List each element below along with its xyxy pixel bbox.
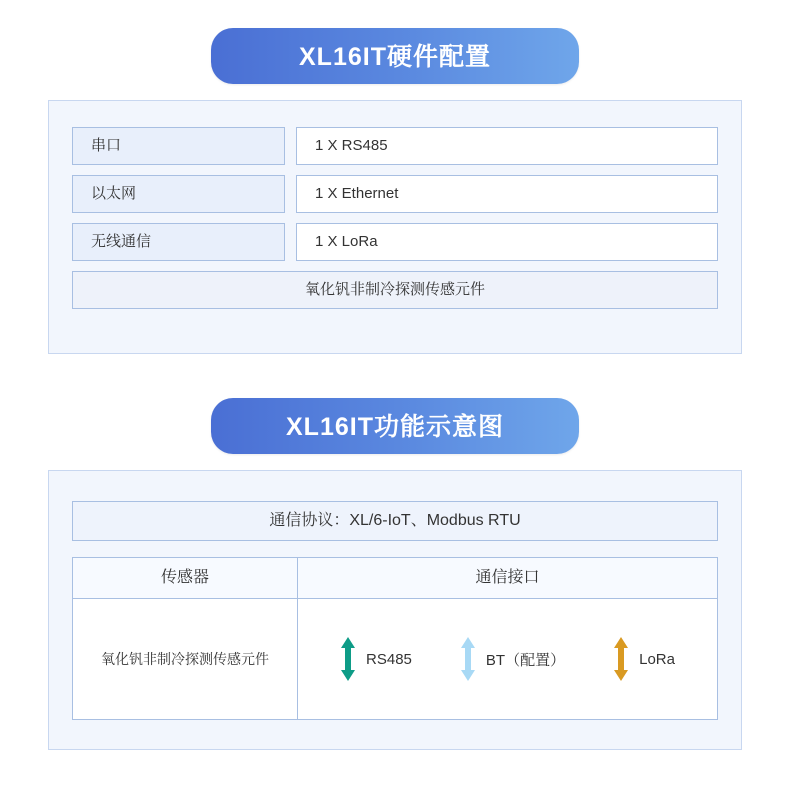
section-2-title: XL16IT功能示意图 bbox=[211, 398, 579, 454]
section-2-title-banner bbox=[0, 398, 790, 454]
interface-diagram-table bbox=[72, 557, 718, 720]
spec-row-sensor-element: 氧化钒非制冷探测传感元件 bbox=[72, 271, 718, 309]
header-sensor: 传感器 bbox=[73, 558, 298, 598]
protocol-bar: 通信协议：XL/6-IoT、Modbus RTU bbox=[72, 501, 718, 541]
spec-label-wireless: 无线通信 bbox=[72, 223, 285, 261]
sensor-cell: 氧化钒非制冷探测传感元件 bbox=[73, 599, 298, 719]
double-arrow-icon bbox=[613, 637, 629, 681]
spec-label-ethernet: 以太网 bbox=[72, 175, 285, 213]
section-1-title: XL16IT硬件配置 bbox=[211, 28, 579, 84]
interface-item-rs485 bbox=[340, 637, 412, 681]
interface-item-bt bbox=[460, 637, 565, 681]
table-body-row bbox=[73, 599, 717, 719]
header-interface: 通信接口 bbox=[475, 569, 540, 586]
interface-cell bbox=[298, 599, 717, 719]
spec-value-ethernet: 1 X Ethernet bbox=[296, 175, 718, 213]
interface-label-lora: LoRa bbox=[639, 650, 675, 668]
spec-value-serial: 1 X RS485 bbox=[296, 127, 718, 165]
spec-value-wireless: 1 X LoRa bbox=[296, 223, 718, 261]
double-arrow-icon bbox=[460, 637, 476, 681]
section-1-title-banner bbox=[0, 28, 790, 84]
spec-row bbox=[72, 223, 718, 261]
spec-row bbox=[72, 127, 718, 165]
spec-label-serial: 串口 bbox=[72, 127, 285, 165]
interface-label-bt: BT（配置） bbox=[485, 651, 566, 669]
interface-item-lora bbox=[613, 637, 675, 681]
function-diagram-panel bbox=[48, 470, 742, 750]
double-arrow-icon bbox=[340, 637, 356, 681]
interface-label-rs485: RS485 bbox=[366, 650, 412, 668]
hardware-config-panel bbox=[48, 100, 742, 354]
table-header-row bbox=[73, 558, 717, 599]
spec-row bbox=[72, 175, 718, 213]
